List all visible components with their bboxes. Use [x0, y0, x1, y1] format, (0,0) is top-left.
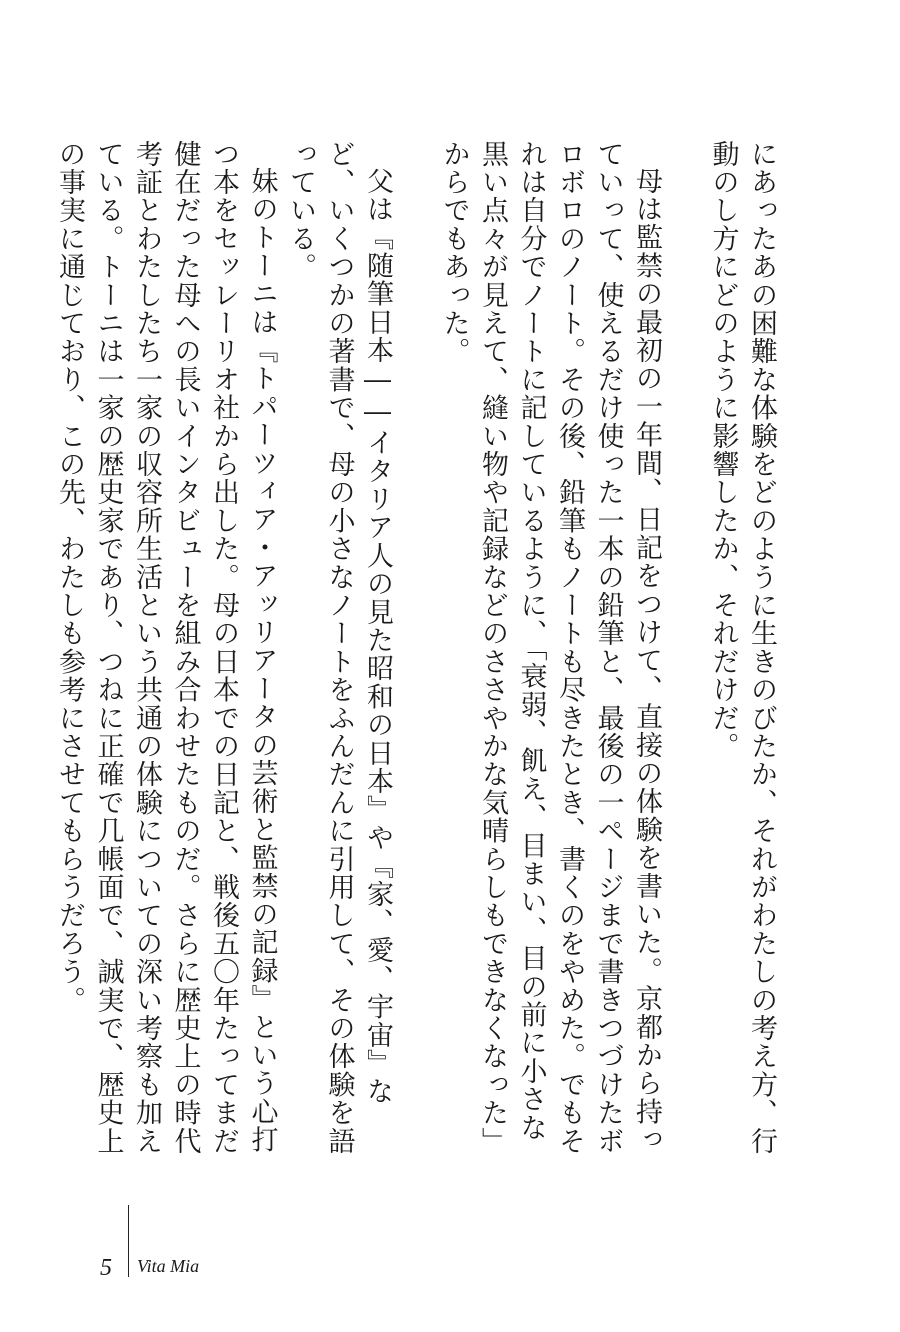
- footer-divider: [128, 1205, 129, 1277]
- vertical-text-body: [50, 140, 781, 1160]
- paragraph-father-books: 父は『随筆日本――イタリア人の見た昭和の日本』や『家、愛、宇宙』など、いくつかの著書で、母の小さなノートをふんだんに引用して、その体験を語っている。: [285, 140, 393, 1156]
- paragraph-mother-diary: 母は監禁の最初の一年間、日記をつけて、直接の体験を書いた。京都から持っていって、使えるだけ使った一本の鉛筆と、最後の一ページまで書きつづけたボロボロのノート。その後、鉛筆もノートも尽きたとき、書くのをやめた。でもそれは自分でノートに記しているように、「衰弱、飢え、目まい、目の前に小さな黒い点々が見えて、縫い物や記録などのささやかな気晴らしもできなくなった」からでもあった。: [438, 140, 662, 1156]
- paragraph-sister-toni: 妹のトーニは『トパーツィア・アッリアータの芸術と監禁の記録』という心打つ本をセッレーリオ社から出した。母の日本での日記と、戦後五〇年たってまだ健在だった母への長いインタビューを組み合わせたものだ。さらに歴史上の時代考証とわたしたち一家の収容所生活という共通の体験についての深い考察も加えている。トーニは一家の歴史家であり、つねに正確で几帳面で、誠実で、歴史上の事実に通じており、この先、わたしも参考にさせてもらうだろう。: [54, 140, 278, 1156]
- running-title: Vita Mia: [137, 1256, 200, 1276]
- paragraph-continued: にあったあの困難な体験をどのように生きのびたか、それがわたしの考え方、行動のし方にどのように影響したか、それだけだ。: [707, 140, 777, 1156]
- page-number: 5: [100, 1255, 112, 1281]
